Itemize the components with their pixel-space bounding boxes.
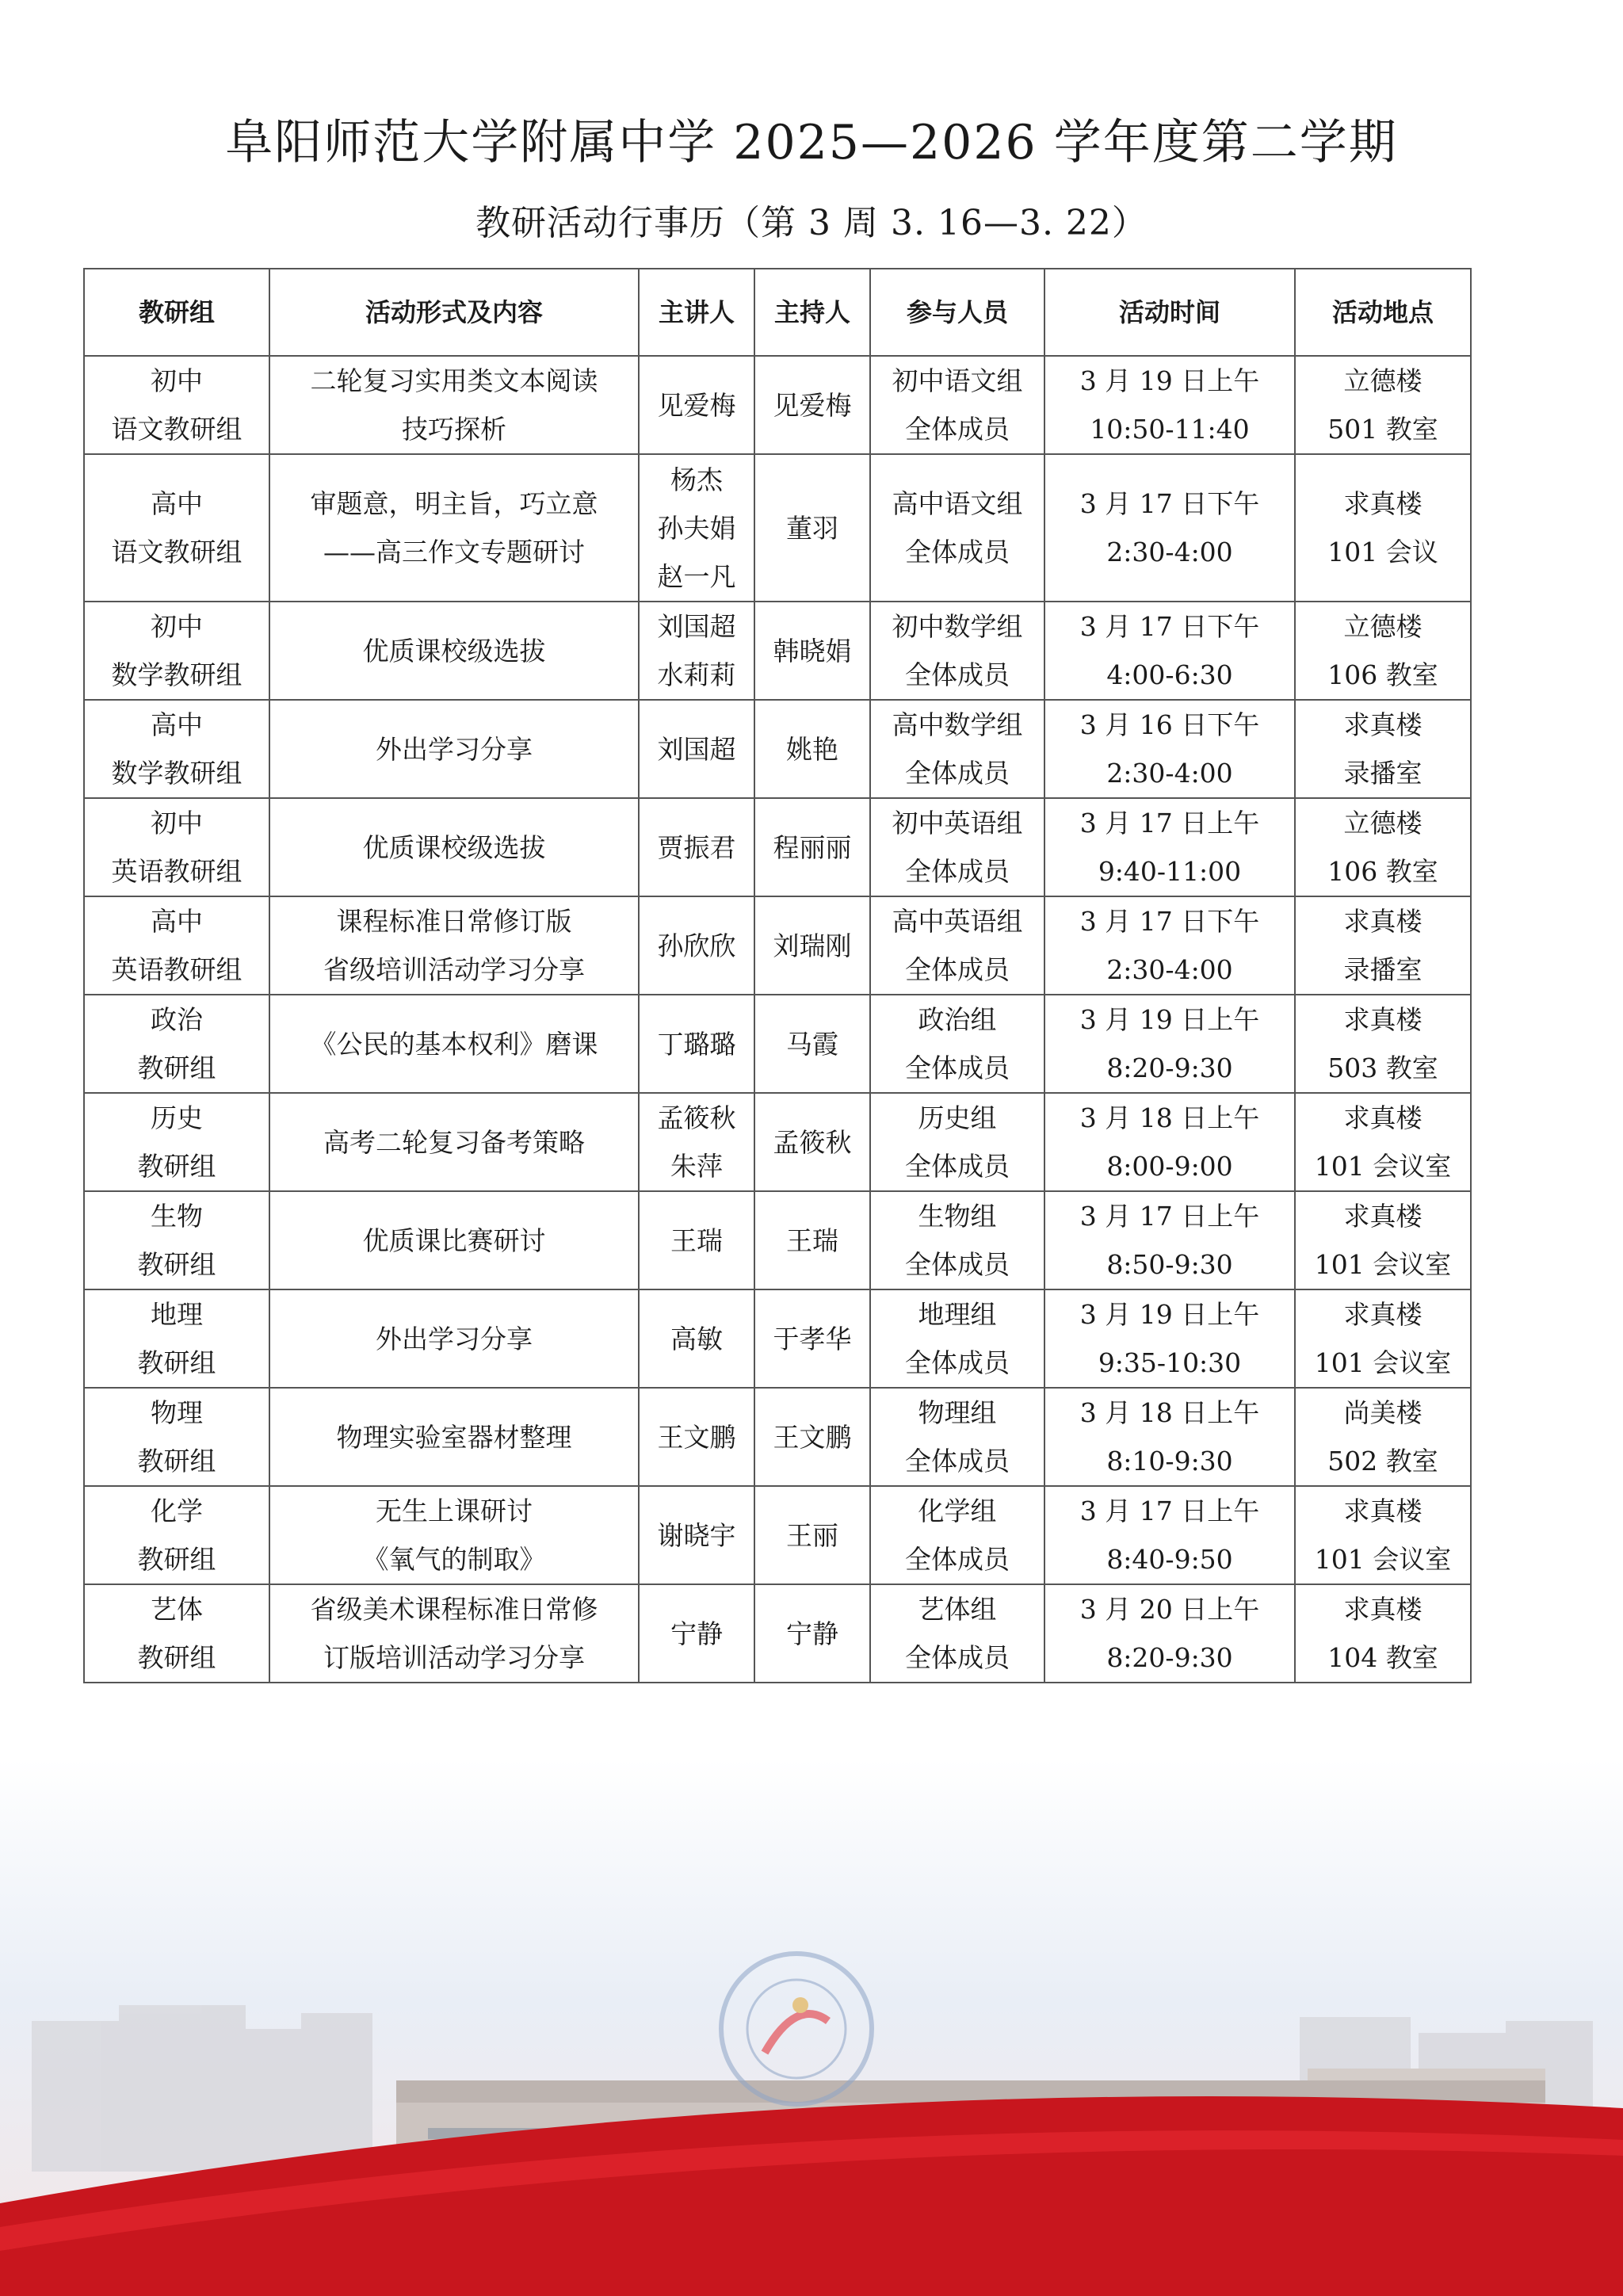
cell-line: 省级美术课程标准日常修 — [310, 1594, 598, 1625]
header-place: 活动地点 — [1295, 269, 1471, 356]
cell-place — [1295, 356, 1471, 454]
cell-line: 谢晓宇 — [657, 1519, 736, 1551]
cell-line: 政治组 — [918, 1004, 997, 1035]
cell-line: ——高三作文专题研讨 — [323, 537, 585, 567]
cell-line: 《氧气的制取》 — [362, 1544, 546, 1575]
cell-line: 104 教室 — [1327, 1642, 1438, 1673]
cell-line: 程丽丽 — [773, 831, 852, 863]
cell-line: 立德楼 — [1343, 808, 1423, 839]
header-content: 活动形式及内容 — [269, 269, 639, 356]
cell-host — [754, 1486, 870, 1584]
cell-group — [84, 995, 269, 1093]
cell-content — [269, 1388, 639, 1486]
cell-line: 101 会议室 — [1314, 1249, 1452, 1280]
cell-participants — [870, 1584, 1044, 1683]
cell-line: 物理 — [151, 1397, 203, 1428]
cell-line: 高中英语组 — [892, 906, 1023, 937]
cell-line: 英语教研组 — [111, 856, 242, 887]
cell-line: 初中 — [151, 808, 203, 839]
cell-line: 化学 — [151, 1496, 203, 1526]
cell-line: 刘瑞刚 — [773, 930, 852, 961]
cell-line: 8:50-9:30 — [1106, 1249, 1233, 1280]
cell-line: 全体成员 — [905, 1151, 1010, 1182]
cell-line: 全体成员 — [905, 758, 1010, 789]
cell-line: 教研组 — [137, 1052, 216, 1083]
cell-line: 物理组 — [918, 1397, 997, 1428]
cell-time — [1044, 896, 1295, 995]
cell-group — [84, 1191, 269, 1289]
cell-line: 3 月 17 日上午 — [1079, 808, 1260, 839]
cell-place — [1295, 1584, 1471, 1683]
cell-line: 求真楼 — [1343, 1594, 1423, 1625]
cell-line: 9:35-10:30 — [1098, 1347, 1242, 1378]
cell-participants — [870, 700, 1044, 798]
cell-line: 董羽 — [786, 512, 838, 544]
cell-speaker — [639, 1388, 754, 1486]
cell-content — [269, 995, 639, 1093]
cell-line: 物理实验室器材整理 — [336, 1421, 572, 1453]
cell-line: 朱萍 — [670, 1151, 723, 1182]
cell-line: 优质课校级选拔 — [362, 831, 546, 863]
cell-group — [84, 356, 269, 454]
table-row — [84, 1584, 1471, 1683]
cell-speaker — [639, 1093, 754, 1191]
cell-line: 全体成员 — [905, 414, 1010, 445]
cell-line: 姚艳 — [786, 733, 838, 765]
cell-line: 求真楼 — [1343, 1004, 1423, 1035]
table-row — [84, 602, 1471, 700]
page-title: 阜阳师范大学附属中学 2025—2026 学年度第二学期 — [225, 115, 1398, 170]
cell-participants — [870, 1191, 1044, 1289]
cell-speaker — [639, 454, 754, 602]
cell-place — [1295, 995, 1471, 1093]
cell-line: 求真楼 — [1343, 1201, 1423, 1232]
cell-line: 政治 — [151, 1004, 203, 1035]
table-row — [84, 896, 1471, 995]
cell-place — [1295, 1486, 1471, 1584]
cell-line: 3 月 17 日下午 — [1079, 488, 1260, 519]
cell-line: 3 月 17 日下午 — [1079, 906, 1260, 937]
cell-line: 无生上课研讨 — [376, 1496, 533, 1526]
cell-line: 教研组 — [137, 1347, 216, 1378]
cell-speaker — [639, 602, 754, 700]
cell-time — [1044, 1191, 1295, 1289]
cell-host — [754, 454, 870, 602]
cell-participants — [870, 1486, 1044, 1584]
cell-place — [1295, 1388, 1471, 1486]
cell-group — [84, 1093, 269, 1191]
cell-line: 高中 — [151, 488, 203, 519]
cell-line: 全体成员 — [905, 856, 1010, 887]
cell-content — [269, 798, 639, 896]
cell-line: 高中 — [151, 709, 203, 740]
cell-line: 订版培训活动学习分享 — [323, 1642, 585, 1673]
cell-place — [1295, 454, 1471, 602]
cell-line: 韩晓娟 — [773, 635, 852, 667]
cell-content — [269, 1584, 639, 1683]
cell-speaker — [639, 700, 754, 798]
table-row — [84, 798, 1471, 896]
cell-speaker — [639, 995, 754, 1093]
cell-time — [1044, 995, 1295, 1093]
cell-group — [84, 896, 269, 995]
cell-line: 于孝华 — [773, 1323, 852, 1354]
cell-place — [1295, 700, 1471, 798]
cell-line: 106 教室 — [1327, 856, 1438, 887]
header-host: 主持人 — [754, 269, 870, 356]
activity-calendar-table — [83, 268, 1472, 1683]
cell-line: 生物 — [151, 1201, 203, 1232]
header-time: 活动时间 — [1044, 269, 1295, 356]
cell-line: 王文鹏 — [657, 1421, 736, 1453]
cell-speaker — [639, 1486, 754, 1584]
cell-line: 8:40-9:50 — [1106, 1544, 1233, 1575]
cell-host — [754, 798, 870, 896]
cell-time — [1044, 1584, 1295, 1683]
cell-host — [754, 995, 870, 1093]
cell-line: 数学教研组 — [111, 659, 242, 690]
cell-line: 二轮复习实用类文本阅读 — [310, 365, 598, 396]
cell-host — [754, 1584, 870, 1683]
cell-place — [1295, 1093, 1471, 1191]
cell-content — [269, 700, 639, 798]
cell-line: 马霞 — [786, 1028, 838, 1060]
cell-line: 宁静 — [786, 1618, 838, 1649]
cell-host — [754, 1289, 870, 1388]
cell-line: 语文教研组 — [111, 537, 242, 567]
cell-line: 求真楼 — [1343, 709, 1423, 740]
cell-line: 录播室 — [1343, 758, 1423, 789]
cell-line: 《公民的基本权利》磨课 — [310, 1028, 598, 1060]
cell-group — [84, 1584, 269, 1683]
cell-time — [1044, 798, 1295, 896]
cell-line: 3 月 17 日下午 — [1079, 611, 1260, 642]
cell-line: 教研组 — [137, 1446, 216, 1477]
table-row — [84, 1093, 1471, 1191]
table-row — [84, 356, 1471, 454]
header-group: 教研组 — [84, 269, 269, 356]
table-row — [84, 1388, 1471, 1486]
table-row — [84, 454, 1471, 602]
table-header-row — [84, 269, 1471, 356]
table-body — [84, 356, 1471, 1683]
cell-line: 化学组 — [918, 1496, 997, 1526]
cell-line: 高敏 — [670, 1323, 723, 1354]
cell-line: 9:40-11:00 — [1098, 856, 1242, 887]
cell-line: 王文鹏 — [773, 1421, 852, 1453]
cell-participants — [870, 1093, 1044, 1191]
cell-host — [754, 1093, 870, 1191]
cell-line: 地理 — [151, 1299, 203, 1330]
cell-line: 全体成员 — [905, 1446, 1010, 1477]
cell-line: 3 月 19 日上午 — [1079, 365, 1260, 396]
cell-line: 3 月 17 日上午 — [1079, 1201, 1260, 1232]
cell-line: 地理组 — [918, 1299, 997, 1330]
cell-line: 503 教室 — [1327, 1052, 1438, 1083]
cell-line: 求真楼 — [1343, 1299, 1423, 1330]
cell-speaker — [639, 356, 754, 454]
cell-line: 孙夫娟 — [657, 512, 736, 544]
cell-line: 王瑞 — [786, 1224, 838, 1256]
cell-host — [754, 896, 870, 995]
cell-line: 4:00-6:30 — [1106, 659, 1233, 690]
cell-speaker — [639, 798, 754, 896]
cell-host — [754, 700, 870, 798]
cell-line: 教研组 — [137, 1151, 216, 1182]
cell-line: 8:10-9:30 — [1106, 1446, 1233, 1477]
table-row — [84, 1289, 1471, 1388]
cell-line: 宁静 — [670, 1618, 723, 1649]
cell-line: 贾振君 — [657, 831, 736, 863]
cell-line: 艺体组 — [918, 1594, 997, 1625]
cell-line: 高中数学组 — [892, 709, 1023, 740]
cell-content — [269, 1191, 639, 1289]
cell-line: 高中 — [151, 906, 203, 937]
cell-time — [1044, 454, 1295, 602]
cell-line: 3 月 18 日上午 — [1079, 1397, 1260, 1428]
cell-line: 生物组 — [918, 1201, 997, 1232]
cell-host — [754, 356, 870, 454]
cell-line: 502 教室 — [1327, 1446, 1438, 1477]
page-subtitle: 教研活动行事历（第 3 周 3. 16—3. 22） — [475, 203, 1148, 243]
cell-line: 水莉莉 — [657, 659, 736, 690]
cell-content — [269, 602, 639, 700]
cell-participants — [870, 798, 1044, 896]
cell-group — [84, 700, 269, 798]
cell-line: 3 月 19 日上午 — [1079, 1299, 1260, 1330]
cell-line: 3 月 17 日上午 — [1079, 1496, 1260, 1526]
cell-line: 教研组 — [137, 1249, 216, 1280]
cell-group — [84, 602, 269, 700]
cell-line: 课程标准日常修订版 — [336, 906, 572, 937]
cell-time — [1044, 1388, 1295, 1486]
cell-line: 教研组 — [137, 1544, 216, 1575]
cell-line: 求真楼 — [1343, 1496, 1423, 1526]
cell-line: 初中 — [151, 365, 203, 396]
cell-line: 王瑞 — [670, 1224, 723, 1256]
cell-line: 高考二轮复习备考策略 — [323, 1126, 585, 1158]
cell-line: 技巧探析 — [402, 414, 506, 445]
cell-line: 求真楼 — [1343, 488, 1423, 519]
cell-group — [84, 798, 269, 896]
table-row — [84, 1486, 1471, 1584]
cell-line: 孟筱秋 — [773, 1126, 852, 1158]
cell-group — [84, 1289, 269, 1388]
cell-line: 2:30-4:00 — [1106, 537, 1233, 567]
cell-line: 3 月 16 日下午 — [1079, 709, 1260, 740]
header-participants: 参与人员 — [870, 269, 1044, 356]
cell-speaker — [639, 1191, 754, 1289]
cell-line: 审题意，明主旨，巧立意 — [310, 488, 598, 519]
cell-line: 刘国超 — [657, 611, 736, 642]
cell-line: 数学教研组 — [111, 758, 242, 789]
cell-content — [269, 356, 639, 454]
cell-line: 3 月 19 日上午 — [1079, 1004, 1260, 1035]
cell-line: 求真楼 — [1343, 906, 1423, 937]
cell-time — [1044, 602, 1295, 700]
cell-line: 全体成员 — [905, 1052, 1010, 1083]
cell-line: 初中英语组 — [892, 808, 1023, 839]
cell-line: 优质课比赛研讨 — [362, 1224, 546, 1256]
table-row — [84, 1191, 1471, 1289]
cell-line: 101 会议室 — [1314, 1544, 1452, 1575]
cell-content — [269, 896, 639, 995]
cell-line: 外出学习分享 — [376, 1323, 533, 1354]
cell-time — [1044, 700, 1295, 798]
cell-line: 全体成员 — [905, 1249, 1010, 1280]
cell-line: 孙欣欣 — [657, 930, 736, 961]
cell-line: 10:50-11:40 — [1090, 414, 1250, 445]
cell-line: 王丽 — [786, 1519, 838, 1551]
cell-line: 省级培训活动学习分享 — [323, 954, 585, 985]
cell-line: 全体成员 — [905, 954, 1010, 985]
cell-line: 3 月 18 日上午 — [1079, 1102, 1260, 1133]
header-speaker: 主讲人 — [639, 269, 754, 356]
cell-line: 丁璐璐 — [657, 1028, 736, 1060]
cell-line: 语文教研组 — [111, 414, 242, 445]
cell-group — [84, 454, 269, 602]
cell-place — [1295, 1191, 1471, 1289]
cell-line: 外出学习分享 — [376, 733, 533, 765]
cell-line: 初中数学组 — [892, 611, 1023, 642]
cell-speaker — [639, 1289, 754, 1388]
cell-line: 8:20-9:30 — [1106, 1642, 1233, 1673]
cell-line: 尚美楼 — [1343, 1397, 1423, 1428]
cell-participants — [870, 896, 1044, 995]
cell-line: 2:30-4:00 — [1106, 954, 1233, 985]
cell-line: 8:00-9:00 — [1106, 1151, 1233, 1182]
cell-line: 全体成员 — [905, 1642, 1010, 1673]
cell-content — [269, 1093, 639, 1191]
cell-line: 101 会议 — [1327, 537, 1438, 567]
cell-line: 英语教研组 — [111, 954, 242, 985]
cell-host — [754, 602, 870, 700]
cell-host — [754, 1388, 870, 1486]
cell-line: 101 会议室 — [1314, 1151, 1452, 1182]
cell-line: 杨杰 — [670, 464, 723, 495]
cell-line: 高中语文组 — [892, 488, 1023, 519]
cell-group — [84, 1388, 269, 1486]
cell-line: 101 会议室 — [1314, 1347, 1452, 1378]
cell-line: 106 教室 — [1327, 659, 1438, 690]
cell-line: 历史组 — [918, 1102, 997, 1133]
cell-line: 孟筱秋 — [657, 1102, 736, 1133]
cell-line: 501 教室 — [1327, 414, 1438, 445]
cell-line: 初中语文组 — [892, 365, 1023, 396]
cell-line: 全体成员 — [905, 659, 1010, 690]
cell-line: 求真楼 — [1343, 1102, 1423, 1133]
cell-place — [1295, 602, 1471, 700]
cell-group — [84, 1486, 269, 1584]
cell-time — [1044, 1093, 1295, 1191]
cell-line: 3 月 20 日上午 — [1079, 1594, 1260, 1625]
cell-participants — [870, 602, 1044, 700]
cell-speaker — [639, 1584, 754, 1683]
cell-line: 立德楼 — [1343, 611, 1423, 642]
cell-line: 教研组 — [137, 1642, 216, 1673]
cell-speaker — [639, 896, 754, 995]
cell-line: 2:30-4:00 — [1106, 758, 1233, 789]
cell-content — [269, 1289, 639, 1388]
cell-time — [1044, 1289, 1295, 1388]
cell-host — [754, 1191, 870, 1289]
cell-line: 见爱梅 — [657, 389, 736, 421]
cell-line: 历史 — [151, 1102, 203, 1133]
cell-line: 赵一凡 — [657, 560, 736, 592]
cell-place — [1295, 798, 1471, 896]
table-row — [84, 700, 1471, 798]
cell-time — [1044, 1486, 1295, 1584]
cell-line: 录播室 — [1343, 954, 1423, 985]
cell-line: 全体成员 — [905, 537, 1010, 567]
cell-place — [1295, 1289, 1471, 1388]
cell-time — [1044, 356, 1295, 454]
cell-line: 全体成员 — [905, 1347, 1010, 1378]
cell-line: 初中 — [151, 611, 203, 642]
cell-participants — [870, 356, 1044, 454]
cell-line: 立德楼 — [1343, 365, 1423, 396]
cell-participants — [870, 995, 1044, 1093]
cell-content — [269, 1486, 639, 1584]
cell-place — [1295, 896, 1471, 995]
cell-participants — [870, 1289, 1044, 1388]
cell-participants — [870, 454, 1044, 602]
cell-line: 见爱梅 — [773, 389, 852, 421]
table-row — [84, 995, 1471, 1093]
cell-line: 刘国超 — [657, 733, 736, 765]
cell-line: 8:20-9:30 — [1106, 1052, 1233, 1083]
cell-line: 优质课校级选拔 — [362, 635, 546, 667]
cell-line: 艺体 — [151, 1594, 203, 1625]
cell-content — [269, 454, 639, 602]
campus-banner — [0, 1759, 1623, 2296]
cell-line: 全体成员 — [905, 1544, 1010, 1575]
cell-participants — [870, 1388, 1044, 1486]
